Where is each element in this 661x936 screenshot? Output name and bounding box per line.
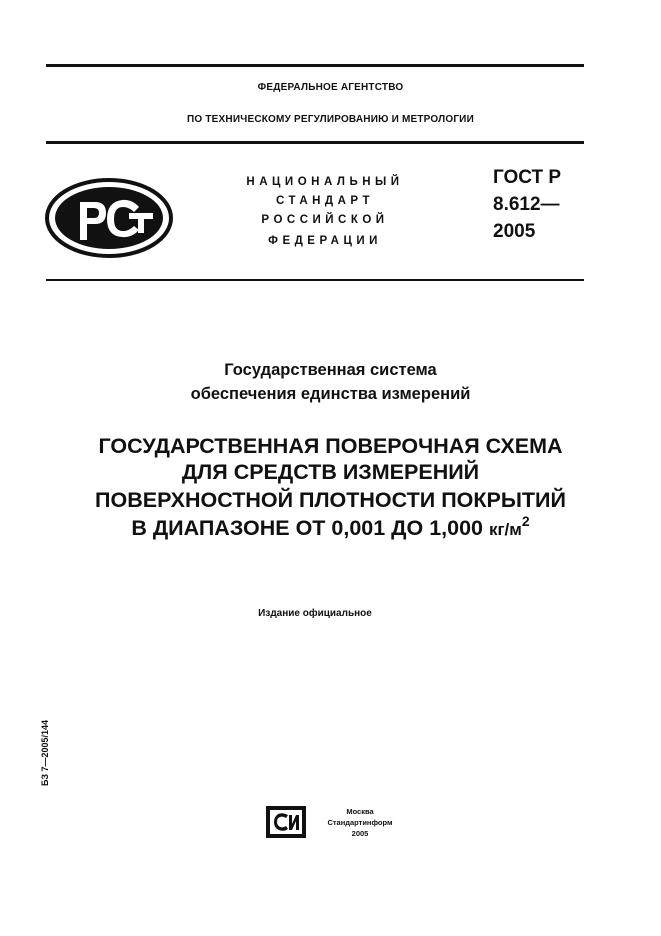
gost-r-logo-icon [43, 176, 175, 260]
main-title-unit: кг/м [488, 520, 522, 539]
main-title-line-1: ГОСУДАРСТВЕННАЯ ПОВЕРОЧНАЯ СХЕМА [98, 434, 563, 458]
designation-line-1: ГОСТ Р [493, 167, 562, 188]
edition-label: Издание официальное [258, 608, 372, 619]
publisher-city: Москва [346, 807, 374, 816]
standard-line-2: СТАНДАРТ [276, 195, 374, 207]
designation-line-2: 8.612— [493, 194, 560, 215]
agency-line-1: ФЕДЕРАЛЬНОЕ АГЕНТСТВО [257, 82, 404, 93]
publisher-block [312, 806, 408, 839]
standard-line-3: РОССИЙСКОЙ [261, 214, 389, 226]
publisher-name: Стандартинформ [327, 818, 393, 827]
standartinform-logo-icon [265, 805, 307, 839]
designation-line-3: 2005 [493, 221, 536, 242]
main-title-line-3: ПОВЕРХНОСТНОЙ ПЛОТНОСТИ ПОКРЫТИЙ [95, 488, 566, 512]
publisher-year: 2005 [351, 829, 369, 838]
mid-rule [46, 279, 584, 281]
header-rule [46, 141, 584, 144]
standard-line-1: НАЦИОНАЛЬНЫЙ [246, 176, 404, 188]
main-title-range: В ДИАПАЗОНЕ ОТ 0,001 ДО 1,000 [131, 516, 489, 540]
top-rule [46, 64, 584, 67]
standard-line-4: ФЕДЕРАЦИИ [268, 235, 382, 247]
main-title-unit-exponent: 2 [521, 513, 530, 529]
system-title-line-1: Государственная система [224, 361, 437, 379]
side-code: БЗ 7—2005/144 [40, 719, 50, 786]
system-title-line-2: обеспечения единства измерений [190, 385, 471, 403]
main-title-line-4 [0, 514, 661, 544]
agency-line-2: ПО ТЕХНИЧЕСКОМУ РЕГУЛИРОВАНИЮ И МЕТРОЛОГИИ [187, 114, 474, 125]
main-title-line-2: ДЛЯ СРЕДСТВ ИЗМЕРЕНИЙ [181, 460, 480, 484]
